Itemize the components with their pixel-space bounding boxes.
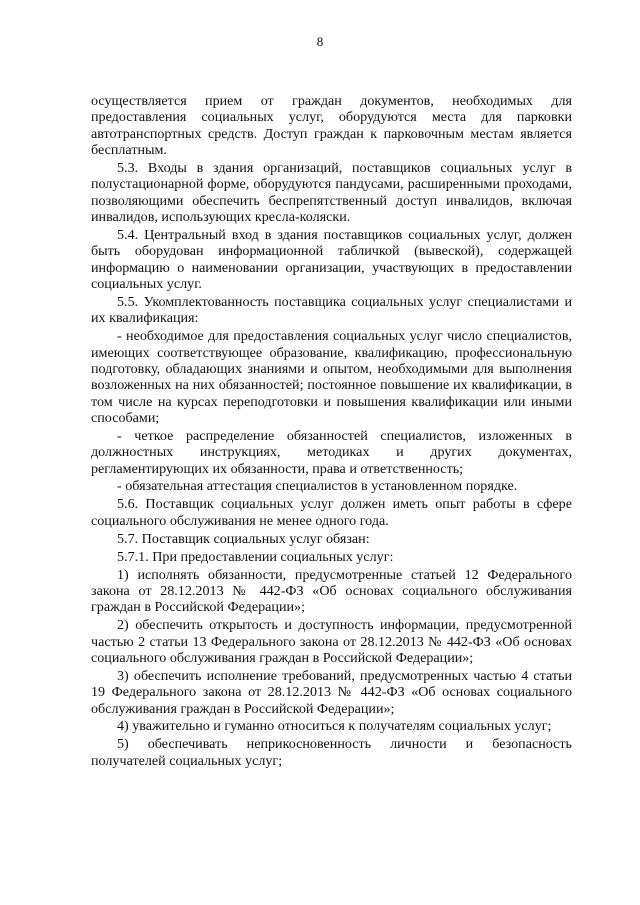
paragraph-5-5-staffing: 5.5. Укомплектованность поставщика социальных услуг специалистами и их квалификация: xyxy=(91,293,572,327)
list-item-required-specialists: - необходимое для предоставления социальных услуг число специалистов, имеющих соответствующее образование, квалификацию, профессиональную подготовку, обладающих знаниями и опытом, необходимыми для выполнения возложенных на них обязанностей; постоянное повышение их квалификации, в том числе на курсах переподготовки и повышения квалификации или иными способами; xyxy=(91,328,572,426)
paragraph-parking-continuation: осуществляется прием от граждан документов, необходимых для предоставления социальных услуг, оборудуются места для парковки автотранспортных средств. Доступ граждан к парковочным местам является бесплатным. xyxy=(91,93,572,159)
page-number: 8 xyxy=(316,34,324,49)
document-body xyxy=(91,93,572,771)
list-item-1-perform-duties: 1) исполнять обязанности, предусмотренные статьей 12 Федерального закона от 28.12.2013 № 442-ФЗ «Об основах социального обслуживания граждан в Российской Федерации»; xyxy=(91,566,572,616)
paragraph-5-6-experience: 5.6. Поставщик социальных услуг должен иметь опыт работы в сфере социального обслуживания не менее одного года. xyxy=(91,496,572,529)
list-item-5-safety: 5) обеспечивать неприкосновенность личности и безопасность получателей социальных услуг; xyxy=(91,736,572,769)
list-item-2-openness: 2) обеспечить открытость и доступность информации, предусмотренной частью 2 статьи 13 Федерального закона от 28.12.2013 № 442-ФЗ «Об основах социального обслуживания граждан в Российской Федерации»; xyxy=(91,617,572,666)
list-item-3-requirements: 3) обеспечить исполнение требований, предусмотренных частью 4 статьи 19 Федерального закона от 28.12.2013 № 442-ФЗ «Об основах социального обслуживания граждан в Российской Федерации»; xyxy=(91,667,572,717)
paragraph-5-4-central-entrance: 5.4. Центральный вход в здания поставщиков социальных услуг, должен быть оборудован информационной табличкой (вывеской), содержащей информацию о наименовании организации, участвующих в предоставлении социальных услуг. xyxy=(91,226,572,292)
paragraph-5-3-entrances: 5.3. Входы в здания организаций, поставщиков социальных услуг в полустационарной форме, оборудуются пандусами, расширенными проходами, позволяющими обеспечить беспрепятственный доступ инвалидов, включая инвалидов, использующих кресла-коляски. xyxy=(91,159,572,225)
list-item-4-respect: 4) уважительно и гуманно относиться к получателям социальных услуг; xyxy=(117,718,552,735)
list-item-certification: - обязательная аттестация специалистов в установленном порядке. xyxy=(117,478,518,495)
paragraph-5-7-1-when-providing: 5.7.1. При предоставлении социальных услуг: xyxy=(117,548,394,565)
paragraph-5-7-obligations: 5.7. Поставщик социальных услуг обязан: xyxy=(117,530,370,547)
list-item-duties-distribution: - четкое распределение обязанностей специалистов, изложенных в должностных инструкциях, методиках и других документах, регламентирующих их обязанности, права и ответственность; xyxy=(91,427,572,477)
